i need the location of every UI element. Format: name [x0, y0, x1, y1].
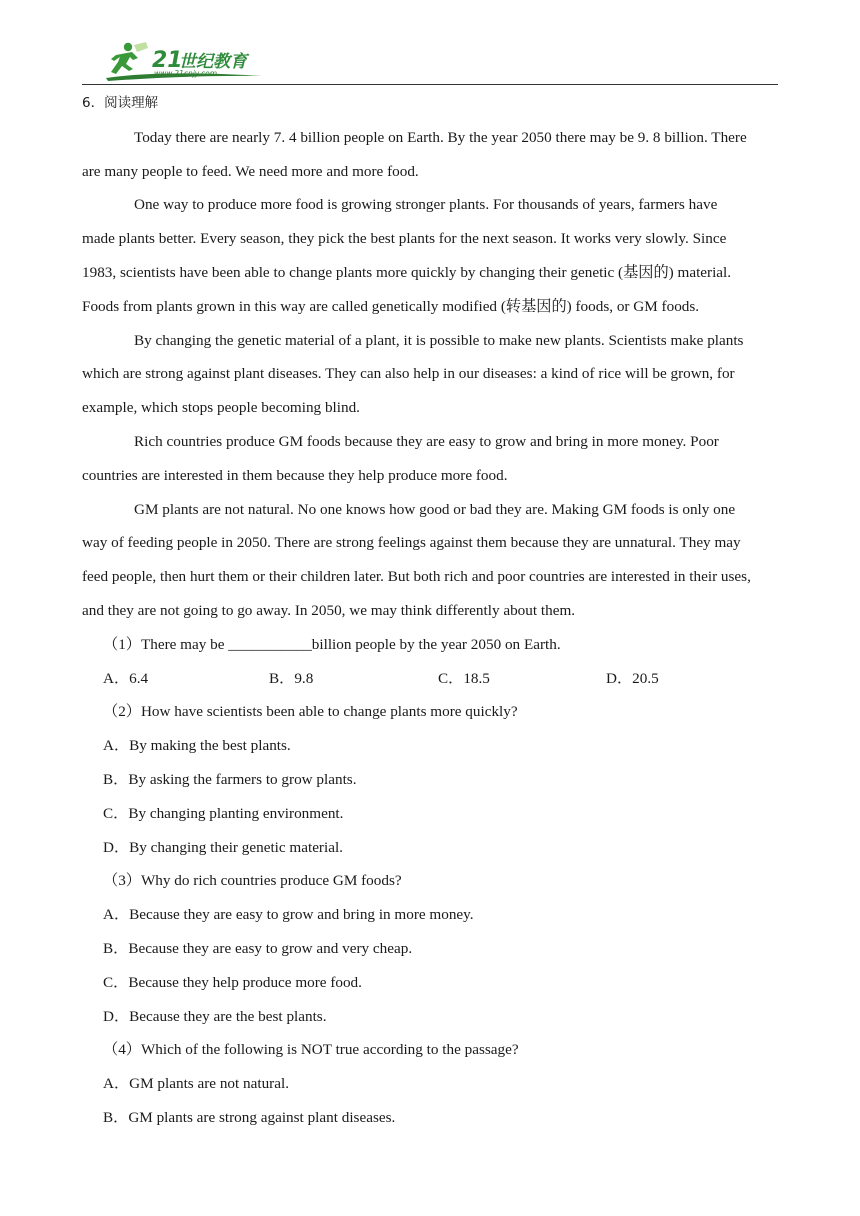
answer-option[interactable]: B．By asking the farmers to grow plants.: [103, 770, 357, 788]
question-list: [82, 628, 787, 1135]
answer-option[interactable]: C．By changing planting environment.: [103, 804, 344, 822]
question-stem: （2）How have scientists been able to change plants more quickly?: [103, 703, 518, 721]
answer-option[interactable]: D．20.5: [606, 669, 659, 687]
svg-text:21: 21: [152, 48, 183, 73]
answer-option[interactable]: A．By making the best plants.: [103, 737, 291, 755]
answer-option[interactable]: C．Because they help produce more food.: [103, 973, 362, 991]
answer-option[interactable]: B．GM plants are strong against plant diseases.: [103, 1108, 396, 1126]
answer-option[interactable]: D．Because they are the best plants.: [103, 1007, 327, 1025]
svg-text:世纪教育: 世纪教育: [179, 52, 247, 72]
runner-icon: [111, 42, 148, 74]
site-logo: [102, 40, 267, 84]
svg-text:www.21cnjy.com: www.21cnjy.com: [154, 69, 218, 78]
question-stem: （3）Why do rich countries produce GM foods?: [103, 872, 402, 890]
answer-options-row: [82, 662, 787, 696]
passage-line: way of feeding people in 2050. There are strong feelings against them because they are unnatural. They may: [82, 534, 741, 552]
reading-passage: [82, 121, 787, 628]
answer-option[interactable]: C．18.5: [438, 669, 490, 687]
question-title: 6．阅读理解: [82, 95, 159, 111]
answer-option[interactable]: A．Because they are easy to grow and bring in more money.: [103, 906, 474, 924]
answer-option[interactable]: A．6.4: [103, 669, 149, 687]
question-stem: （4）Which of the following is NOT true according to the passage?: [103, 1041, 519, 1059]
passage-line: Foods from plants grown in this way are called genetically modified (转基因的) foods, or GM foods.: [82, 297, 700, 315]
answer-option[interactable]: D．By changing their genetic material.: [103, 838, 343, 856]
passage-line: and they are not going to go away. In 2050, we may think differently about them.: [82, 601, 576, 619]
passage-line: GM plants are not natural. No one knows how good or bad they are. Making GM foods is only one: [134, 500, 736, 518]
passage-line: feed people, then hurt them or their children later. But both rich and poor countries are interested in their uses,: [82, 568, 751, 586]
passage-line: One way to produce more food is growing stronger plants. For thousands of years, farmers have: [134, 196, 718, 214]
passage-line: are many people to feed. We need more and more food.: [82, 162, 419, 180]
question-stem: （1）There may be ___________billion people by the year 2050 on Earth.: [103, 635, 561, 653]
passage-line: Today there are nearly 7. 4 billion people on Earth. By the year 2050 there may be 9. 8 billion. There: [134, 128, 747, 146]
answer-option[interactable]: A．GM plants are not natural.: [103, 1075, 290, 1093]
answer-option[interactable]: B．9.8: [269, 669, 314, 687]
answer-option[interactable]: B．Because they are easy to grow and very cheap.: [103, 939, 413, 957]
passage-line: Rich countries produce GM foods because they are easy to grow and bring in more money. Poor: [134, 432, 719, 450]
header-divider: [82, 84, 778, 85]
passage-line: example, which stops people becoming blind.: [82, 399, 360, 417]
passage-line: countries are interested in them because they help produce more food.: [82, 466, 508, 484]
passage-line: made plants better. Every season, they pick the best plants for the next season. It works very slowly. Since: [82, 230, 727, 248]
passage-line: 1983, scientists have been able to change plants more quickly by changing their genetic (基因的) material.: [82, 263, 732, 281]
passage-line: By changing the genetic material of a plant, it is possible to make new plants. Scientists make plants: [134, 331, 744, 349]
page-header: [82, 40, 778, 86]
passage-line: which are strong against plant diseases. They can also help in our diseases: a kind of rice will be grown, for: [82, 365, 735, 383]
document-body: [82, 87, 787, 1135]
